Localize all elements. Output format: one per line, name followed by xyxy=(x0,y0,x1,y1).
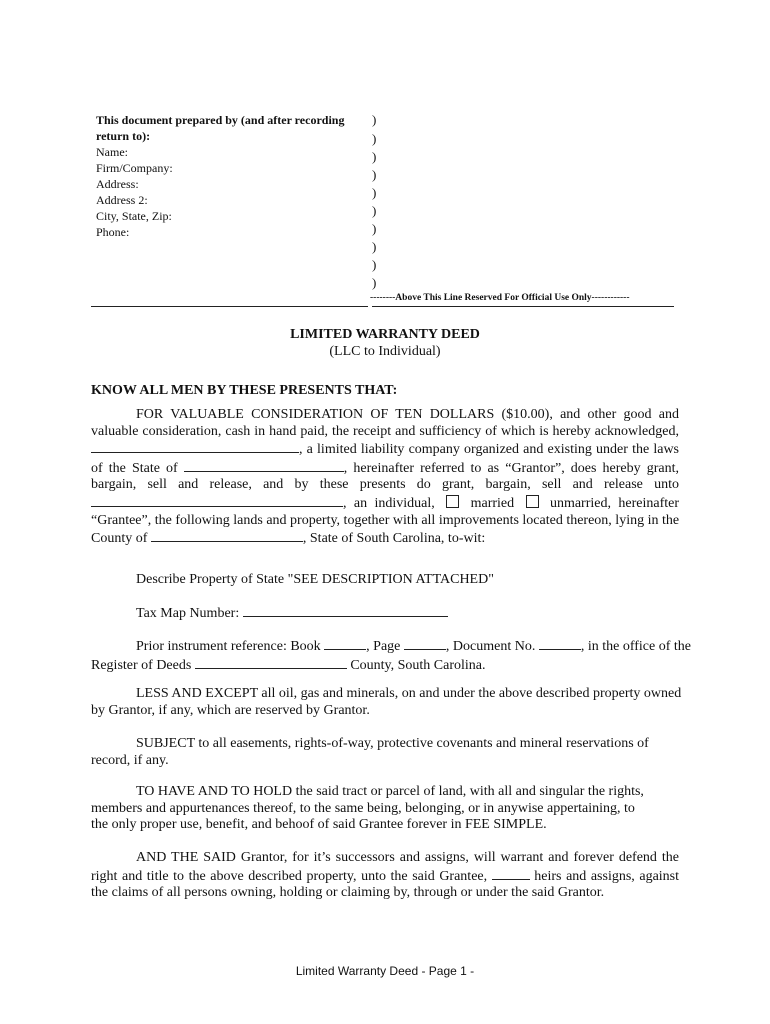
less-and-except-paragraph: LESS AND EXCEPT all oil, gas and minerals, on and under the above described property owned by Grantor, if any, which are reserved by Grantor. xyxy=(91,686,682,718)
field-phone: Phone: xyxy=(96,225,130,239)
right-divider xyxy=(372,306,674,307)
married-checkbox[interactable] xyxy=(446,495,459,508)
consideration-paragraph: FOR VALUABLE CONSIDERATION OF TEN DOLLARS ($10.00), and other good and valuable consideration, cash in hand paid, the receipt and sufficiency of which is hereby acknowledged, , a limited liability company organized and existing under the laws of the State of , hereinafter referred to as “Grantor”, does hereby grant, bargain, sell and release, and by these presents do grant, bargain, sell and release unto , an individual, married unmarried, hereinafter “Grantee”, the following lands and property, together with all improvements located thereon, lying in the County of , State of South Carolina, to-wit: xyxy=(91,407,680,547)
tax-map-number: Tax Map Number: xyxy=(136,604,736,623)
page-blank[interactable] xyxy=(404,637,446,650)
subject-paragraph: SUBJECT to all easements, rights-of-way, protective covenants and mineral reservations of record, if any. xyxy=(91,736,649,768)
unmarried-checkbox[interactable] xyxy=(526,495,539,508)
register-county-blank[interactable] xyxy=(195,656,347,669)
prepared-by-heading-cont: return to): xyxy=(96,129,151,143)
habendum-paragraph: TO HAVE AND TO HOLD the said tract or parcel of land, with all and singular the rights, members and appurtenances thereof, to the same being, belonging, or in anywise appertaining, to the only proper use, benefit, and behoof of said Grantee forever in FEE SIMPLE. xyxy=(91,784,644,833)
county-blank[interactable] xyxy=(151,529,303,542)
official-use-line: --------Above This Line Reserved For Official Use Only------------ xyxy=(370,293,630,303)
prepared-by-heading: This document prepared by (and after recording xyxy=(96,113,345,127)
document-subtitle: (LLC to Individual) xyxy=(329,344,441,359)
grantee-name-blank[interactable] xyxy=(91,494,343,507)
left-divider xyxy=(91,306,368,307)
field-firm: Firm/Company: xyxy=(96,161,173,175)
describe-property: Describe Property of State "SEE DESCRIPTION ATTACHED" xyxy=(136,572,494,587)
book-blank[interactable] xyxy=(324,637,366,650)
prior-instrument-paragraph: Prior instrument reference: Book , Page , Document No. , in the office of the Register of Deeds County, South Carolina. xyxy=(91,639,691,673)
tax-map-blank[interactable] xyxy=(243,604,448,617)
document-title: LIMITED WARRANTY DEED xyxy=(290,327,480,342)
field-city-state-zip: City, State, Zip: xyxy=(96,209,172,223)
state-blank[interactable] xyxy=(184,459,344,472)
grantee-heirs-blank[interactable] xyxy=(492,867,530,880)
document-no-blank[interactable] xyxy=(539,637,581,650)
warranty-paragraph: AND THE SAID Grantor, for it’s successors and assigns, will warrant and forever defend the right and title to the above described property, unto the said Grantee, heirs and assigns, against the claims of all persons owning, holding or claiming by, through or under the said Grantor. xyxy=(91,850,680,901)
page-footer: Limited Warranty Deed - Page 1 - xyxy=(295,964,475,978)
field-address: Address: xyxy=(96,177,139,191)
field-name: Name: xyxy=(96,145,128,159)
field-address-2: Address 2: xyxy=(96,193,148,207)
grantor-name-blank[interactable] xyxy=(91,440,299,453)
intro-heading: KNOW ALL MEN BY THESE PRESENTS THAT: xyxy=(91,383,398,398)
